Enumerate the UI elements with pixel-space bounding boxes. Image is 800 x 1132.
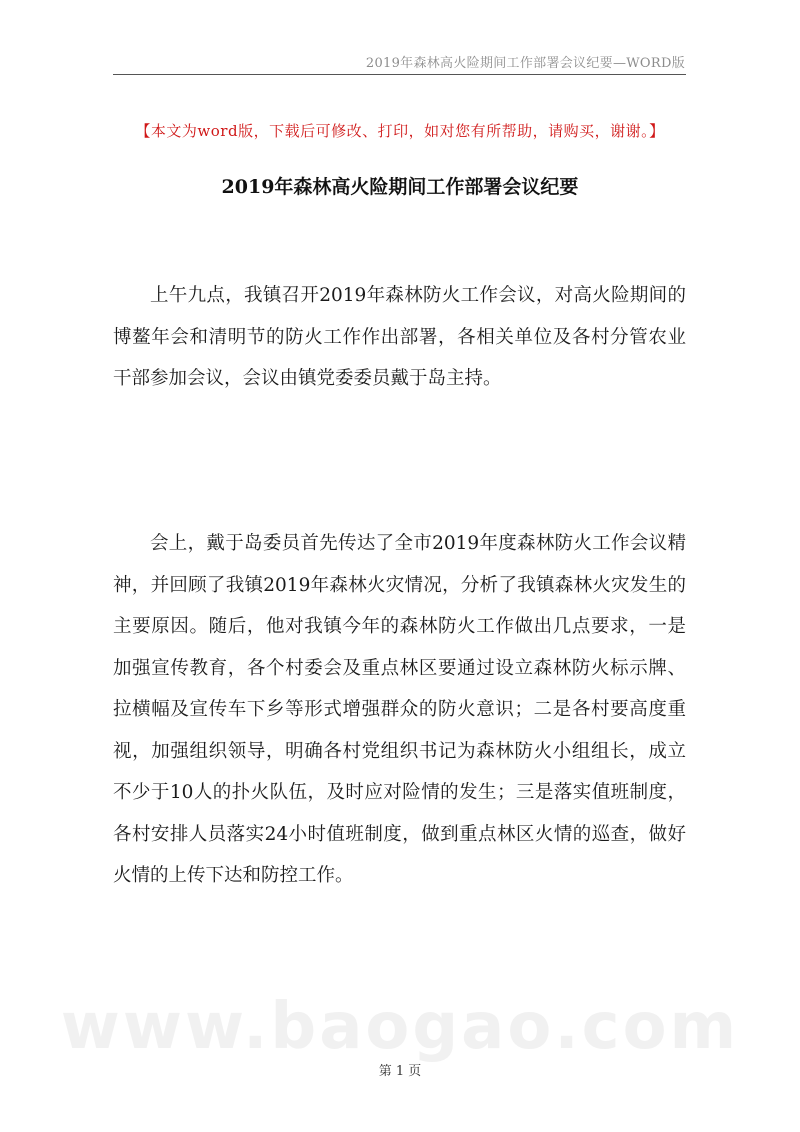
header-divider	[113, 74, 686, 75]
paragraph-2: 会上，戴于岛委员首先传达了全市2019年度森林防火工作会议精神，并回顾了我镇2019年森林火灾情况，分析了我镇森林火灾发生的主要原因。随后，他对我镇今年的森林防火工作做出几点要求，一是加强宣传教育，各个村委会及重点林区要通过设立森林防火标示牌、拉横幅及宣传车下乡等形式增强群众的防火意识；二是各村要高度重视，加强组织领导，明确各村党组织书记为森林防火小组组长，成立不少于10人的扑火队伍，及时应对险情的发生；三是落实值班制度，各村安排人员落实24小时值班制度，做到重点林区火情的巡查，做好火情的上传下达和防控工作。	[113, 533, 686, 886]
page-number: 第 1 页	[378, 1064, 422, 1079]
paragraph-1: 上午九点，我镇召开2019年森林防火工作会议，对高火险期间的博鳌年会和清明节的防火工作作出部署，各相关单位及各村分管农业干部参加会议，会议由镇党委委员戴于岛主持。	[113, 285, 686, 389]
watermark: www.baogao.com	[60, 990, 740, 1064]
purchase-notice: 【本文为word版，下载后可修改、打印，如对您有所帮助，请购买，谢谢。】	[135, 122, 665, 140]
running-header: 2019年森林高火险期间工作部署会议纪要—WORD版	[365, 56, 685, 71]
document-title: 2019年森林高火险期间工作部署会议纪要	[221, 176, 579, 198]
